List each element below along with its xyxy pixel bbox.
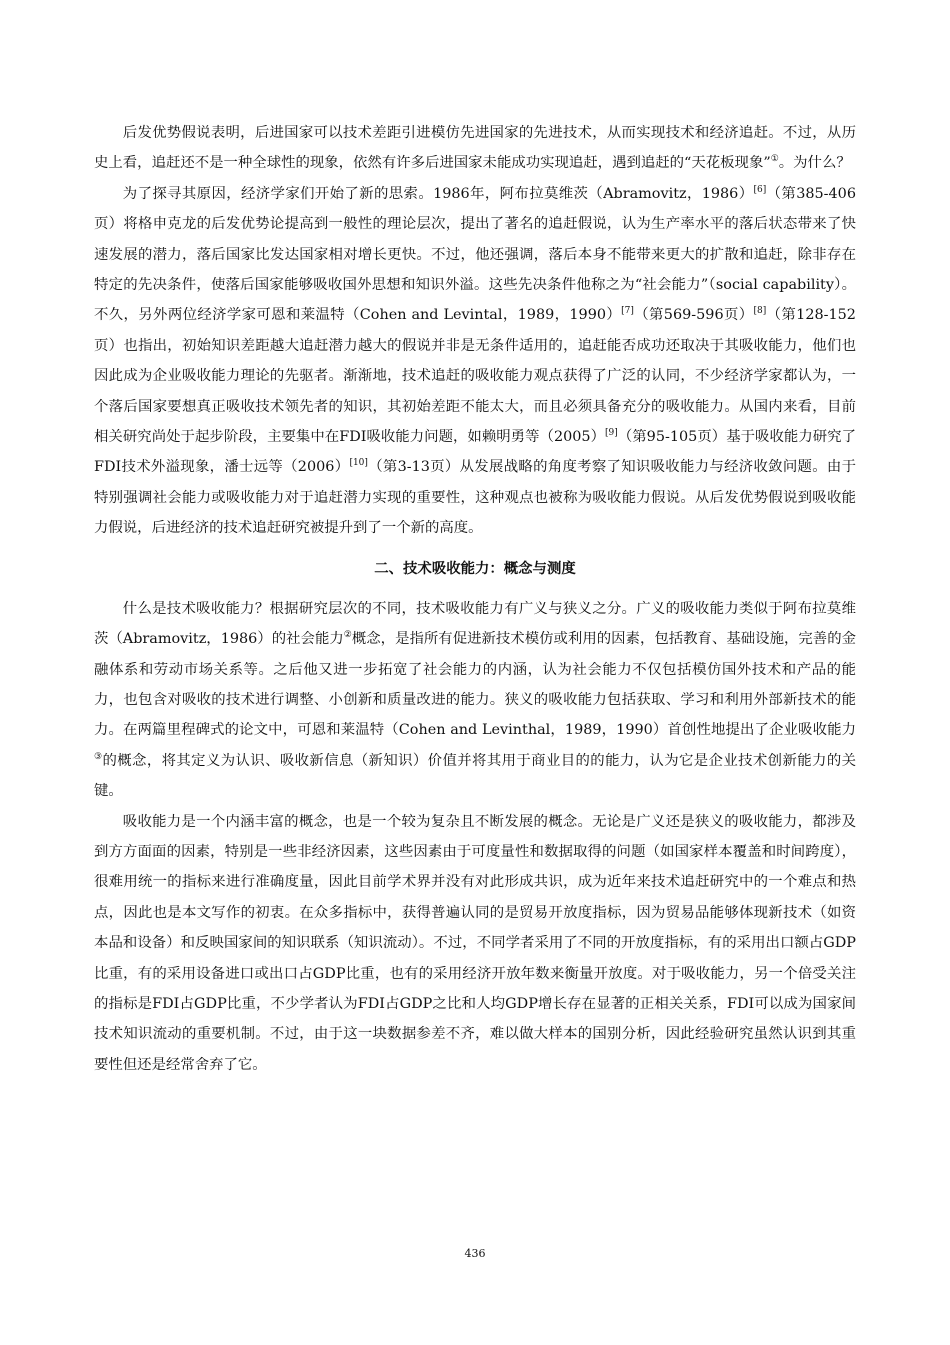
citation-ref-10[interactable]: [10] [349, 458, 368, 469]
citation-ref-8[interactable]: [8] [753, 306, 767, 317]
paragraph-2-text-f: （第3-13页）从发展战略的角度考察了知识吸收能力与经济收敛问题。由于特别强调社会能力或吸收能力对于追赶潜力实现的重要性，这种观点也被称为吸收能力假说。从后发优势假说到吸收能力假说，后进经济的技术追赶研究被提升到了一个新的高度。 [94, 459, 856, 537]
paragraph-3-text-b: 概念，是指所有促进新技术模仿或利用的因素，包括教育、基础设施，完善的金融体系和劳动市场关系等。之后他又进一步拓宽了社会能力的内涵，认为社会能力不仅包括模仿国外技术和产品的能力，也包含对吸收的技术进行调整、小创新和质量改进的能力。狭义的吸收能力包括获取、学习和利用外部新技术的能力。在两篇里程碑式的论文中，可恩和莱温特（Cohen and Levinthal，1989，1990）首创性地提出了企业吸收能力 [94, 631, 856, 739]
paragraph-3 [94, 594, 856, 807]
citation-ref-9[interactable]: [9] [605, 428, 618, 439]
paragraph-1-text-b: 。为什么？ [778, 155, 851, 172]
paragraph-1 [94, 118, 856, 179]
page-number: 436 [464, 1247, 486, 1260]
footnote-marker-2[interactable]: ② [343, 630, 352, 641]
footnote-marker-3[interactable]: ③ [94, 751, 103, 762]
footnote-marker-1[interactable]: ① [770, 154, 779, 165]
citation-ref-7[interactable]: [7] [621, 306, 634, 317]
paragraph-3-text-a: 什么是技术吸收能力？根据研究层次的不同，技术吸收能力有广义与狭义之分。广义的吸收能力类似于阿布拉莫维茨（Abramovitz，1986）的社会能力 [94, 600, 856, 648]
paragraph-4: 吸收能力是一个内涵丰富的概念，也是一个较为复杂且不断发展的概念。无论是广义还是狭义的吸收能力，都涉及到方方面面的因素，特别是一些非经济因素，这些因素由于可度量性和数据取得的问题（如国家样本覆盖和时间跨度），很难用统一的指标来进行准确度量，因此目前学术界并没有对此形成共识，成为近年来技术追赶研究中的一个难点和热点，因此也是本文写作的初衷。在众多指标中，获得普遍认同的是贸易开放度指标，因为贸易品能够体现新技术（如资本品和设备）和反映国家间的知识联系（知识流动）。不过，不同学者采用了不同的开放度指标，有的采用出口额占GDP比重，有的采用设备进口或出口占GDP比重，也有的采用经济开放年数来衡量开放度。对于吸收能力，另一个倍受关注的指标是FDI占GDP比重，不少学者认为FDI占GDP之比和人均GDP增长存在显著的正相关关系，FDI可以成为国家间技术知识流动的重要机制。不过，由于这一块数据参差不齐，难以做大样本的国别分析，因此经验研究虽然认识到其重要性但还是经常舍弃了它。 [94, 813, 856, 1073]
section-heading: 二、技术吸收能力：概念与测度 [374, 560, 576, 577]
citation-ref-6[interactable]: [6] [753, 185, 767, 196]
paragraph-2-text-c: （第569-596页） [633, 307, 754, 324]
paragraph-2 [94, 179, 856, 544]
paragraph-1-text-a: 后发优势假说表明，后进国家可以技术差距引进模仿先进国家的先进技术，从而实现技术和经济追赶。不过，从历史上看，追赶还不是一种全球性的现象，依然有许多后进国家未能成功实现追赶，遇到追赶的“天花板现象” [94, 125, 856, 172]
paragraph-3-text-c: 的概念，将其定义为认识、吸收新信息（新知识）价值并将其用于商业目的的能力，认为它是企业技术创新能力的关键。 [94, 752, 856, 800]
page-body [94, 118, 856, 1080]
paragraph-2-text-e: （第95-105页）基于吸收能力研究了FDI技术外溢现象，潘士远等（2006） [94, 429, 856, 476]
paragraph-2-text-a: 为了探寻其原因，经济学家们开始了新的思索。1986年，阿布拉莫维茨（Abramovitz，1986） [122, 185, 754, 202]
paragraph-2-text-d: （第128-152页）也指出，初始知识差距越大追赶潜力越大的假说并非是无条件适用的，追赶能否成功还取决于其吸收能力，他们也因此成为企业吸收能力理论的先驱者。渐渐地，技术追赶的吸收能力观点获得了广泛的认同，不少经济学家都认为，一个落后国家要想真正吸收技术领先者的知识，其初始差距不能太大，而且必须具备充分的吸收能力。从国内来看，目前相关研究尚处于起步阶段，主要集中在FDI吸收能力问题，如赖明勇等（2005） [94, 307, 856, 446]
paragraph-2-text-b: （第385-406页）将格申克龙的后发优势论提高到一般性的理论层次，提出了著名的追赶假说，认为生产率水平的落后状态带来了快速发展的潜力，落后国家比发达国家相对增长更快。不过，他还强调，落后本身不能带来更大的扩散和追赶，除非存在特定的先决条件，使落后国家能够吸收国外思想和知识外溢。这些先决条件他称之为“社会能力”（social capability）。不久，另外两位经济学家可恩和莱温特（Cohen and Levintal，1989，1990） [94, 185, 856, 324]
